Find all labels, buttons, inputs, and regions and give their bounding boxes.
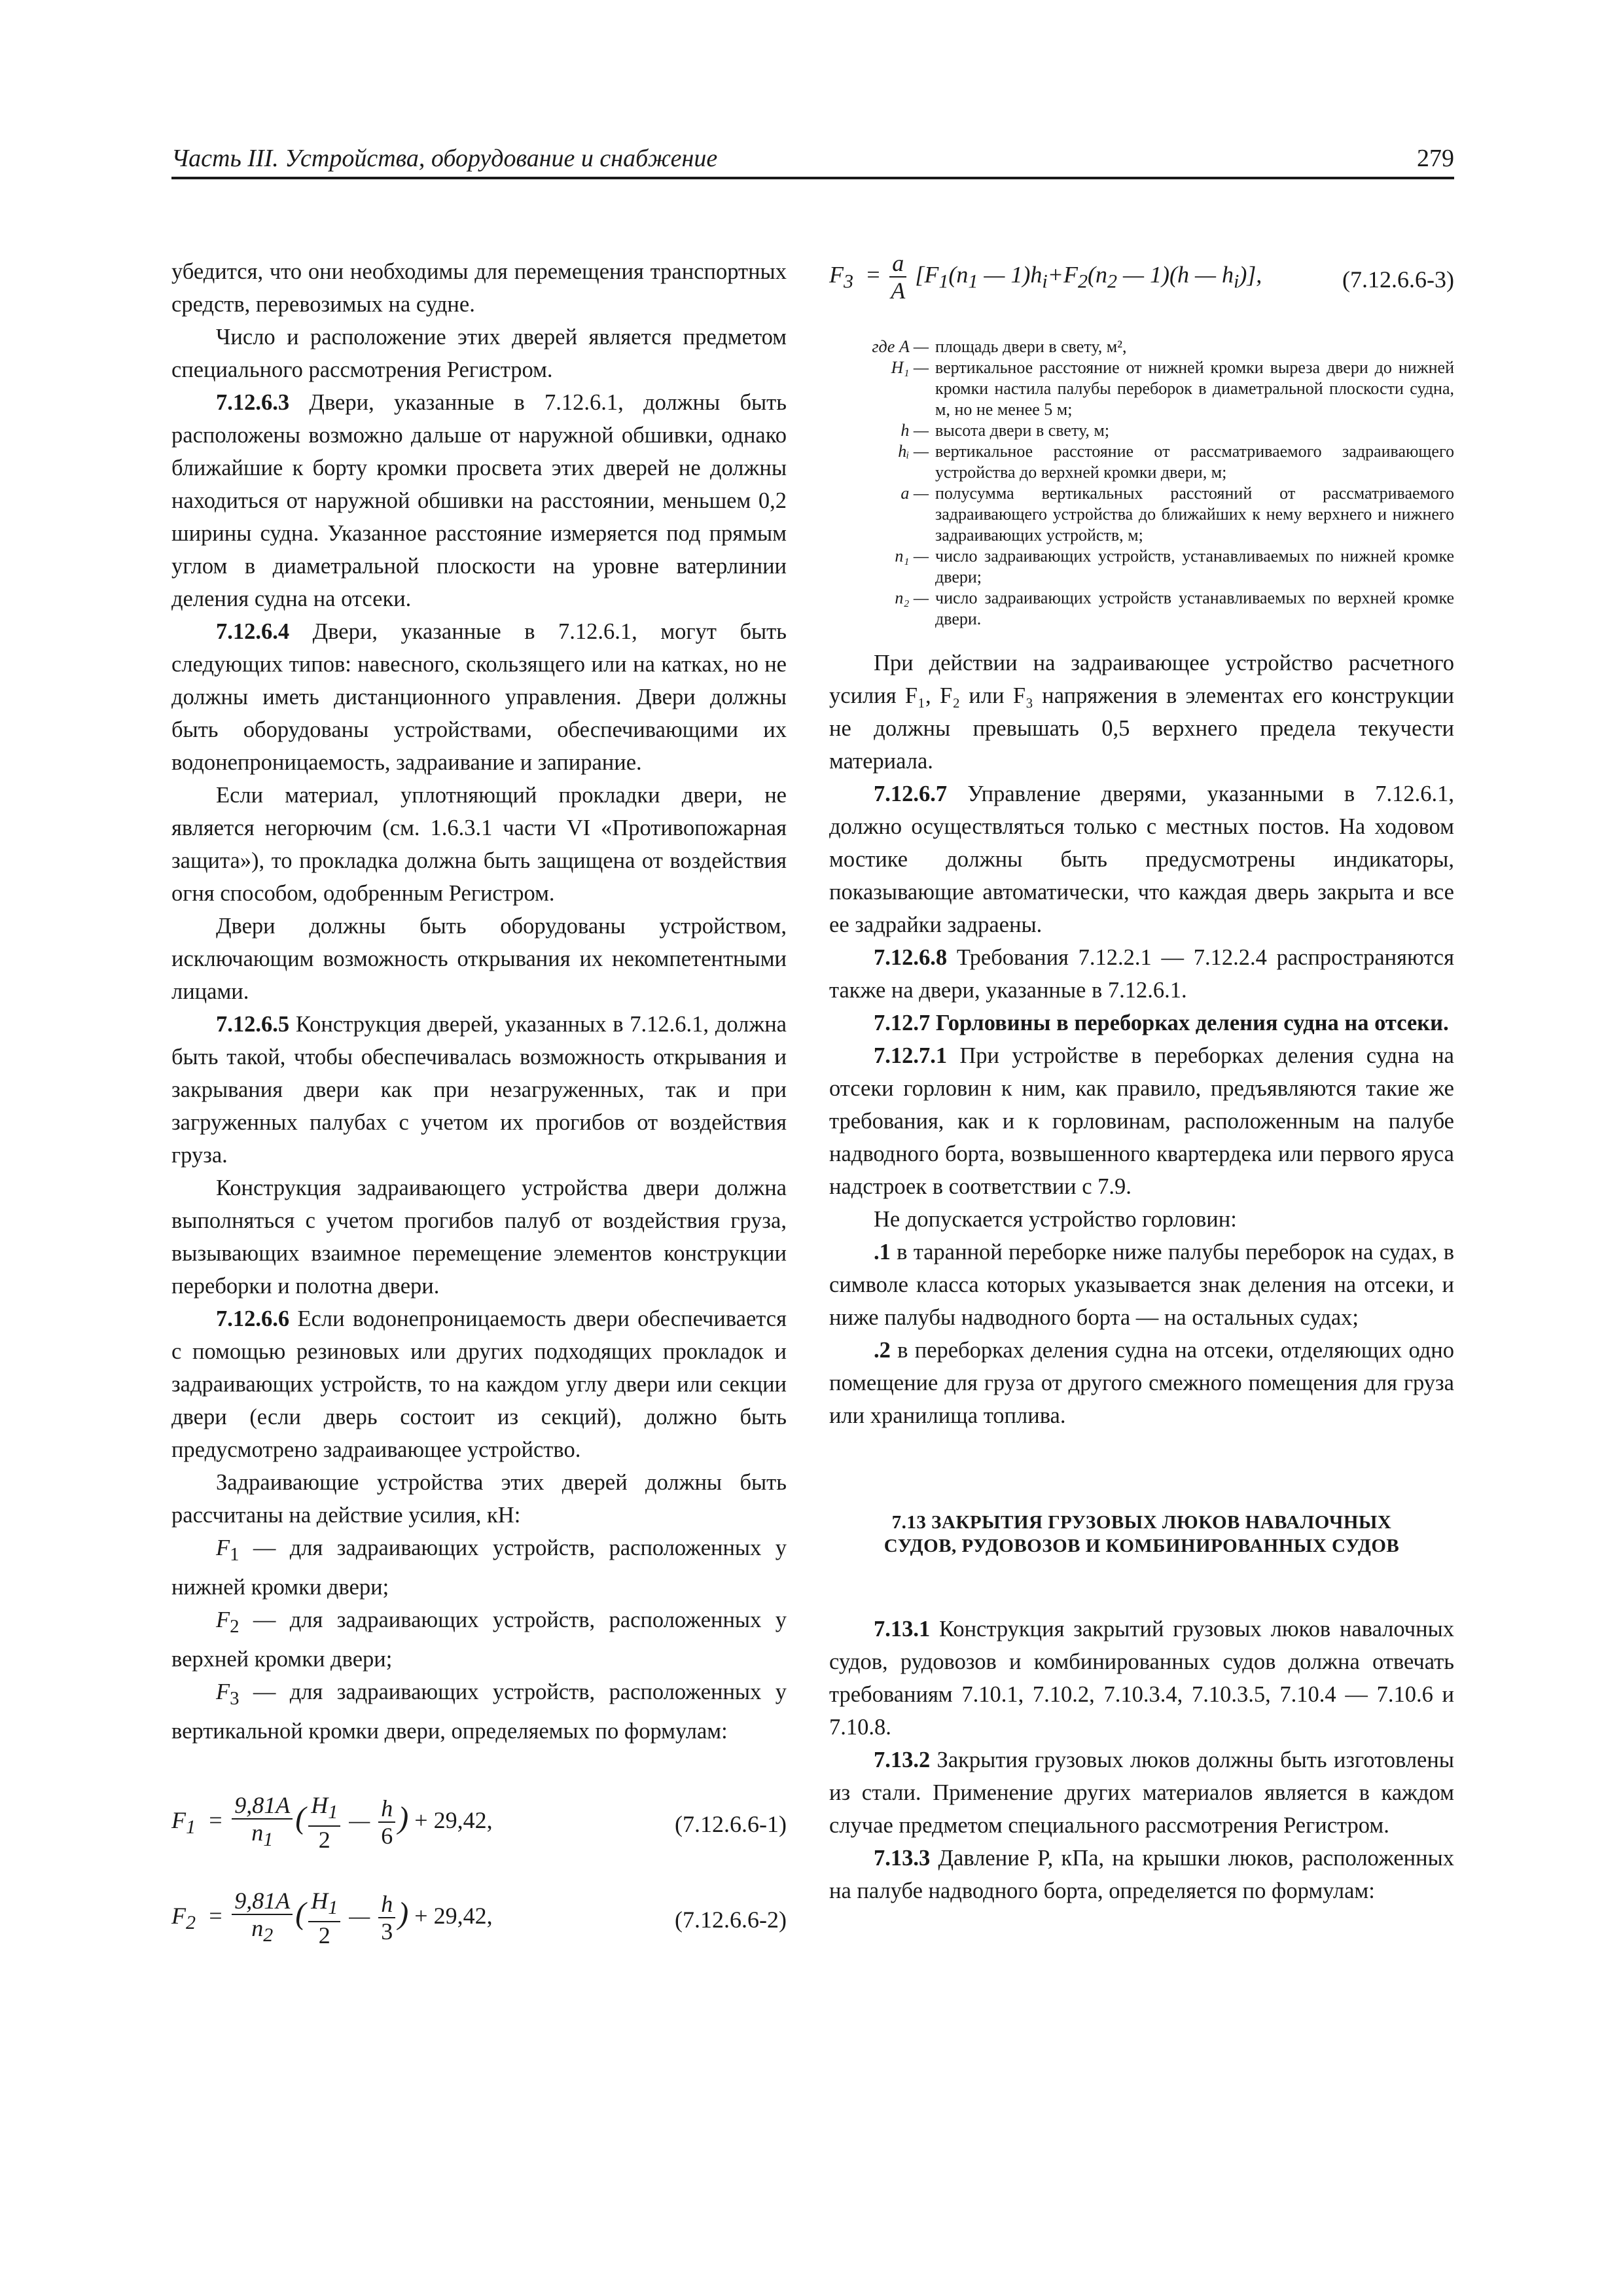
page-number: 279 <box>1417 145 1454 172</box>
clause-number: 7.12.6.5 <box>216 1012 290 1037</box>
formula-f1: $F_1$ = $\frac{9,81A}{n_1}$ ( $\frac{H_1}{2}$ — $\frac{h}{6}$ ) + 29,42, (7.12.6.6-1) <box>171 1791 787 1853</box>
subsection-heading: 7.12.7 Горловины в переборках деления судна на отсеки. <box>874 1011 1449 1035</box>
item-number: .2 <box>874 1338 891 1363</box>
clause-number: 7.12.6.6 <box>216 1306 290 1331</box>
clause-number: 7.12.6.7 <box>874 781 948 806</box>
paragraph: Двери должны быть оборудованы устройством, исключающим возможность открывания их некомпетентными лицами. <box>171 914 787 1004</box>
equation-number: (7.12.6.6-3) <box>1342 266 1454 293</box>
legend-row: где A — площадь двери в свету, м², <box>872 337 1127 356</box>
paragraph: 7.13.2 Закрытия грузовых люков должны быть изготовлены из стали. Применение других материалов является в каждом случае предметом специального рассмотрения Регистром. <box>829 1748 1454 1838</box>
clause-number: 7.13.2 <box>874 1748 931 1772</box>
paragraph: 7.12.6.8 Требования 7.12.2.1 — 7.12.2.4 распространяются также на двери, указанные в 7.12.6.1. <box>829 945 1454 1003</box>
paragraph: 7.12.6.5 Конструкция дверей, указанных в 7.12.6.1, должна быть такой, чтобы обеспечивалась возможность открывания и закрывания двери как при незагруженных, так и при загруженных палубах с учетом их прогибов от воздействия груза. <box>171 1012 787 1168</box>
paragraph: $F_2$ — для задраивающих устройств, расположенных у верхней кромки двери; <box>171 1607 787 1672</box>
legend-row: n₂ — число задраивающих устройств устанавливаемых по верхней кромке двери. <box>895 588 1454 628</box>
paragraph: .2 в переборках деления судна на отсеки, отделяющих одно помещение для груза от другого смежного помещения для груза или хранилища топлива. <box>829 1338 1454 1428</box>
clause-number: 7.12.7.1 <box>874 1043 948 1068</box>
paragraph: 7.12.6.3 Двери, указанные в 7.12.6.1, должны быть расположены возможно дальше от наружной обшивки, однако ближайшие к борту кромки просвета этих дверей не должны находиться от наружной обшивки на расстоянии, меньшем 0,2 ширины судна. Указанное расстояние измеряется под прямым углом в диаметральной плоскости на уровне ватерлинии деления судна на отсеки. <box>171 390 787 611</box>
formula-f3: $F_3$ = $\frac{a}{A}$ [$F_1(n_1$ — $1)h_i+F_2(n_2$ — 1)(h — $h_i$)], (7.12.6.6-3) <box>829 250 1454 304</box>
paragraph: 7.12.6.7 Управление дверями, указанными в 7.12.6.1, должно осуществляться только с местных постов. На ходовом мостике должны быть предусмотрены индикаторы, показывающие автоматически, что каждая дверь закрыта и все ее задрайки задраены. <box>829 781 1454 937</box>
paragraph: 7.13.3 Давление P, кПа, на крышки люков, расположенных на палубе надводного борта, определяется по формулам: <box>829 1846 1454 1903</box>
paragraph: Число и расположение этих дверей является предметом специального рассмотрения Регистром. <box>171 325 787 382</box>
clause-number: 7.12.6.8 <box>874 945 948 970</box>
paragraph: 7.12.6.6 Если водонепроницаемость двери обеспечивается с помощью резиновых или других подходящих прокладок и задраивающих устройств, то на каждом углу двери или секции двери (если дверь состоит из секций), должно быть предусмотрено задраивающее устройство. <box>171 1306 787 1462</box>
running-header <box>171 139 1454 179</box>
clause-number: 7.13.3 <box>874 1846 931 1871</box>
clause-number: 7.12.6.4 <box>216 619 290 644</box>
legend-row: n₁ — число задраивающих устройств, устанавливаемых по нижней кромке двери; <box>895 547 1454 586</box>
paragraph: убедится, что они необходимы для перемещения транспортных средств, перевозимых на судне. <box>171 259 787 317</box>
formula-f2: $F_2$ = $\frac{9,81A}{n_2}$ ( $\frac{H_1}{2}$ — $\frac{h}{3}$ ) + 29,42, (7.12.6.6-2) <box>171 1887 787 1948</box>
equation-number: (7.12.6.6-1) <box>675 1810 787 1837</box>
left-column <box>171 255 787 1948</box>
right-column <box>829 250 1454 1907</box>
legend-row: hᵢ — вертикальное расстояние от рассматриваемого задраивающего устройства до верхней кромки двери, м; <box>898 442 1454 482</box>
clause-number: 7.13.1 <box>874 1617 931 1641</box>
paragraph: Если материал, уплотняющий прокладки двери, не является негорючим (см. 1.6.3.1 части VI «Противопожарная защита»), то прокладка должна быть защищена от воздействия огня способом, одобренным Регистром. <box>171 783 787 906</box>
paragraph: Задраивающие устройства этих дверей должны быть рассчитаны на действие усилия, кН: <box>171 1470 787 1528</box>
variable-legend <box>829 336 1454 630</box>
paragraph: Конструкция задраивающего устройства двери должна выполняться с учетом прогибов палуб от воздействия груза, вызывающих взаимное перемещение элементов конструкции переборки и полотна двери. <box>171 1175 787 1299</box>
paragraph: $F_1$ — для задраивающих устройств, расположенных у нижней кромки двери; <box>171 1535 787 1600</box>
paragraph: Не допускается устройство горловин: <box>874 1207 1237 1232</box>
paragraph: $F_3$ — для задраивающих устройств, расположенных у вертикальной кромки двери, определяемых по формулам: <box>171 1679 787 1744</box>
paragraph: .1 в таранной переборке ниже палубы переборок на судах, в символе класса которых указывается знак деления на отсеки, и ниже палубы надводного борта — на остальных судах; <box>829 1240 1454 1330</box>
paragraph: 7.12.7.1 При устройстве в переборках деления судна на отсеки горловин к ним, как правило, предъявляются такие же требования, как и к горловинам, расположенным на палубе надводного борта, возвышенного квартердека или первого яруса надстроек в соответствии с 7.9. <box>829 1043 1454 1199</box>
header-title: Часть III. Устройства, оборудование и снабжение <box>171 145 718 172</box>
legend-row: h — высота двери в свету, м; <box>901 421 1110 440</box>
paragraph: При действии на задраивающее устройство расчетного усилия F₁, F₂ или F₃ напряжения в элементах его конструкции не должны превышать 0,5 верхнего предела текучести материала. <box>829 651 1454 774</box>
legend-row: a — полусумма вертикальных расстояний от рассматриваемого задраивающего устройства до ближайших к нему верхнего и нижнего задраивающих устройств, м; <box>901 484 1454 545</box>
clause-number: 7.12.6.3 <box>216 390 290 415</box>
legend-row: H₁ — вертикальное расстояние от нижней кромки выреза двери до нижней кромки настила палубы переборок в диаметральной плоскости судна, м, но не менее 5 м; <box>891 358 1454 419</box>
item-number: .1 <box>874 1240 891 1265</box>
section-title: 7.13 ЗАКРЫТИЯ ГРУЗОВЫХ ЛЮКОВ НАВАЛОЧНЫХ СУДОВ, РУДОВОЗОВ И КОМБИНИРОВАННЫХ СУДОВ <box>883 1512 1400 1556</box>
paragraph: 7.12.6.4 Двери, указанные в 7.12.6.1, могут быть следующих типов: навесного, скользящего или на катках, но не должны иметь дистанционного управления. Двери должны быть оборудованы устройствами, обеспечивающими их водонепроницаемость, задраивание и запирание. <box>171 619 787 775</box>
paragraph: 7.13.1 Конструкция закрытий грузовых люков навалочных судов, рудовозов и комбинированных судов должна отвечать требованиям 7.10.1, 7.10.2, 7.10.3.4, 7.10.3.5, 7.10.4 — 7.10.6 и 7.10.8. <box>829 1617 1454 1740</box>
equation-number: (7.12.6.6-2) <box>675 1906 787 1933</box>
